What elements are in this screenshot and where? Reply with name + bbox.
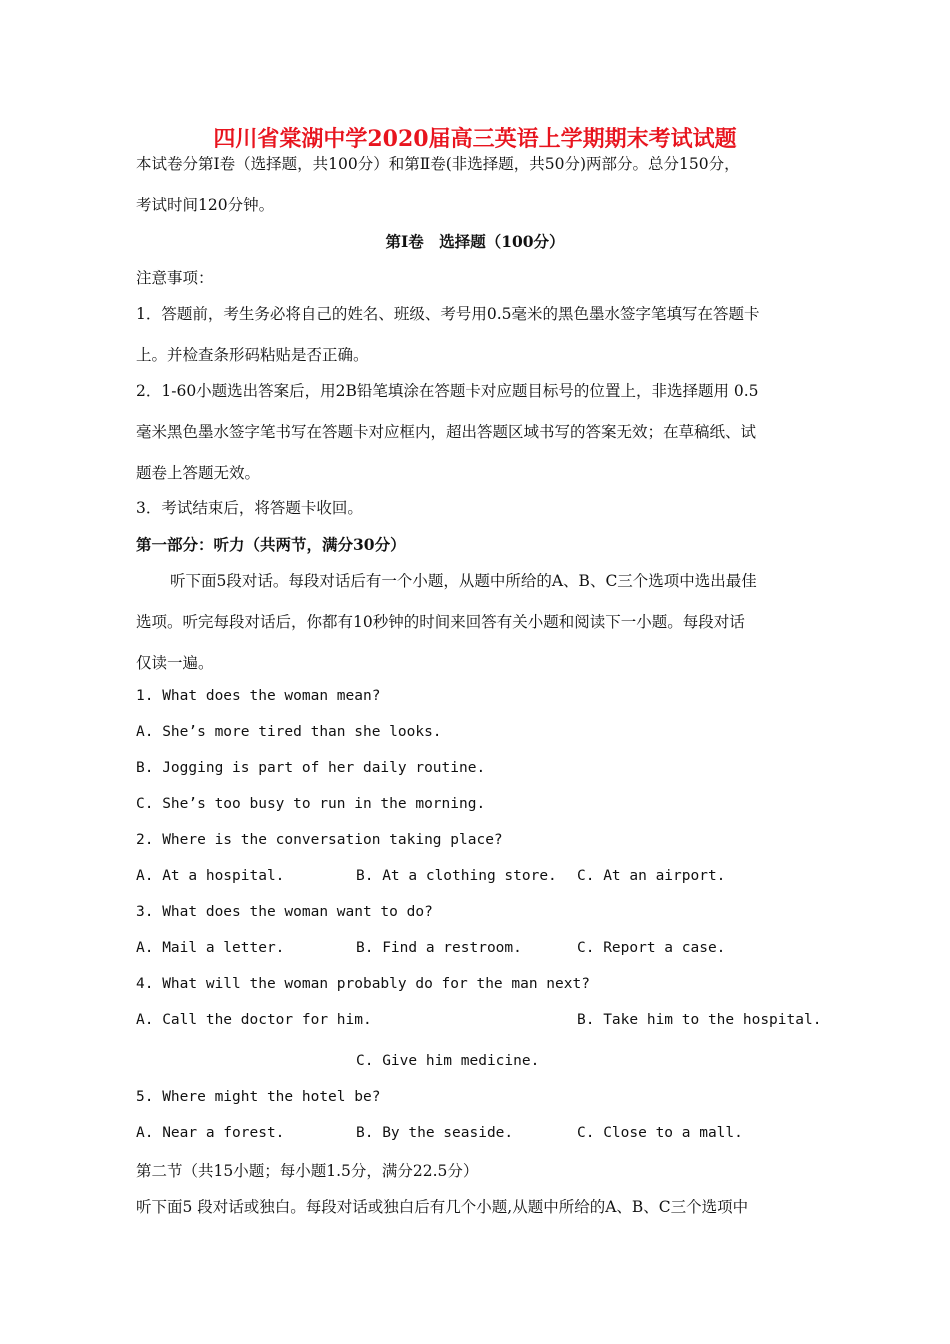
notice-line: 1．答题前，考生务必将自己的姓名、班级、考号用0.5毫米的黑色墨水签字笔填写在答题卡 [136,305,760,323]
question-3: 3. What does the woman want to do? [136,904,433,920]
intro-line-2: 考试时间120分钟。 [136,196,275,214]
part1-heading: 第一部分：听力（共两节，满分30分） [136,535,406,554]
q3-option-c: C. Report a case. [577,940,726,956]
section1-title: 第Ⅰ卷 选择题（100分） [385,232,565,251]
q1-option-b: B. Jogging is part of her daily routine. [136,760,486,776]
q4-option-a: A. Call the doctor for him. [136,1012,372,1028]
q5-option-a: A. Near a forest. [136,1125,285,1141]
question-1: 1. What does the woman mean? [136,688,381,704]
q3-option-a: A. Mail a letter. [136,940,285,956]
section2-instructions: 听下面5 段对话或独白。每段对话或独白后有几个小题,从题中所给的A、B、C三个选项中 [136,1198,749,1216]
notice-heading: 注意事项： [136,269,214,287]
q2-option-a: A. At a hospital. [136,868,285,884]
notice-line: 2．1-60小题选出答案后，用2B铅笔填涂在答题卡对应题目标号的位置上，非选择题用 0.5 [136,382,759,400]
q2-option-b: B. At a clothing store. [356,868,557,884]
intro-line-1: 本试卷分第Ⅰ卷（选择题，共100分）和第Ⅱ卷(非选择题，共50分)两部分。总分150分， [136,155,740,173]
notice-line: 上。并检查条形码粘贴是否正确。 [136,346,369,364]
q2-option-c: C. At an airport. [577,868,726,884]
q1-option-a: A. She’s more tired than she looks. [136,724,442,740]
page-title: 四川省棠湖中学2020届高三英语上学期期末考试试题 [213,126,737,152]
part1-instruction-line: 仅读一遍。 [136,654,214,672]
q5-option-c: C. Close to a mall. [577,1125,743,1141]
q3-option-b: B. Find a restroom. [356,940,522,956]
q4-option-b: B. Take him to the hospital. [577,1012,822,1028]
question-4: 4. What will the woman probably do for the man next? [136,976,590,992]
question-5: 5. Where might the hotel be? [136,1089,381,1105]
notice-line: 题卷上答题无效。 [136,464,261,482]
q4-option-c: C. Give him medicine. [356,1053,540,1069]
notice-line: 3．考试结束后，将答题卡收回。 [136,499,363,517]
section2-heading: 第二节（共15小题；每小题1.5分，满分22.5分） [136,1162,479,1180]
notice-line: 毫米黑色墨水签字笔书写在答题卡对应框内，超出答题区域书写的答案无效；在草稿纸、试 [136,423,757,441]
part1-instruction-line: 听下面5段对话。每段对话后有一个小题，从题中所给的A、B、C三个选项中选出最佳 [170,572,757,590]
question-2: 2. Where is the conversation taking place? [136,832,503,848]
part1-instruction-line: 选项。听完每段对话后，你都有10秒钟的时间来回答有关小题和阅读下一小题。每段对话 [136,613,745,631]
q5-option-b: B. By the seaside. [356,1125,514,1141]
q1-option-c: C. She’s too busy to run in the morning. [136,796,486,812]
